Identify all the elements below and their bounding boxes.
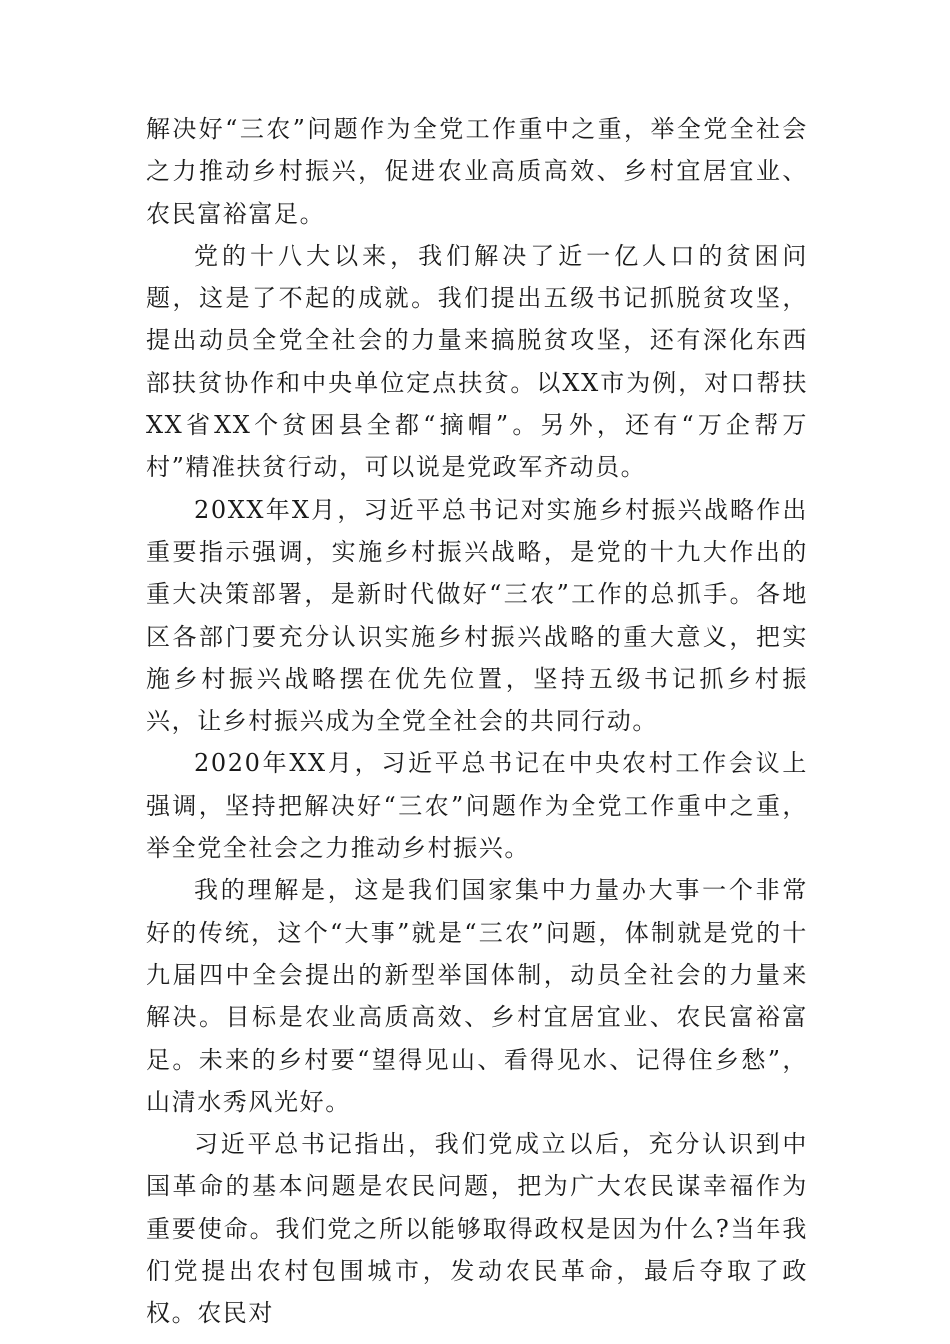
paragraph: 20XX年X月，习近平总书记对实施乡村振兴战略作出重要指示强调，实施乡村振兴战略，是党的十九大作出的重大决策部署，是新时代做好“三农”工作的总抓手。各地区各部门要充分认识实施乡村振兴战略的重大意义，把实施乡村振兴战略摆在优先位置，坚持五级书记抓乡村振兴，让乡村振兴成为全党全社会的共同行动。 bbox=[146, 495, 808, 736]
paragraph: 我的理解是，这是我们国家集中力量办大事一个非常好的传统，这个“大事”就是“三农”问题，体制就是党的十九届四中全会提出的新型举国体制，动员全社会的力量来解决。目标是农业高质高效、乡村宜居宜业、农民富裕富足。未来的乡村要“望得见山、看得见水、记得住乡愁”，山清水秀风光好。 bbox=[146, 876, 808, 1116]
paragraph: 解决好“三农”问题作为全党工作重中之重，举全党全社会之力推动乡村振兴，促进农业高质高效、乡村宜居宜业、农民富裕富足。 bbox=[146, 115, 808, 228]
paragraph: 党的十八大以来，我们解决了近一亿人口的贫困问题，这是了不起的成就。我们提出五级书记抓脱贫攻坚，提出动员全党全社会的力量来搞脱贫攻坚，还有深化东西部扶贫协作和中央单位定点扶贫。以XX市为例，对口帮扶XX省XX个贫困县全都“摘帽”。另外，还有“万企帮万村”精准扶贫行动，可以说是党政军齐动员。 bbox=[146, 241, 808, 482]
paragraph: 2020年XX月，习近平总书记在中央农村工作会议上强调，坚持把解决好“三农”问题作为全党工作重中之重，举全党全社会之力推动乡村振兴。 bbox=[146, 749, 808, 863]
document-body bbox=[146, 108, 808, 1335]
paragraph: 习近平总书记指出，我们党成立以后，充分认识到中国革命的基本问题是农民问题，把为广大农民谋幸福作为重要使命。我们党之所以能够取得政权是因为什么?当年我们党提出农村包围城市，发动农民革命，最后夺取了政权。农民对 bbox=[146, 1130, 808, 1328]
